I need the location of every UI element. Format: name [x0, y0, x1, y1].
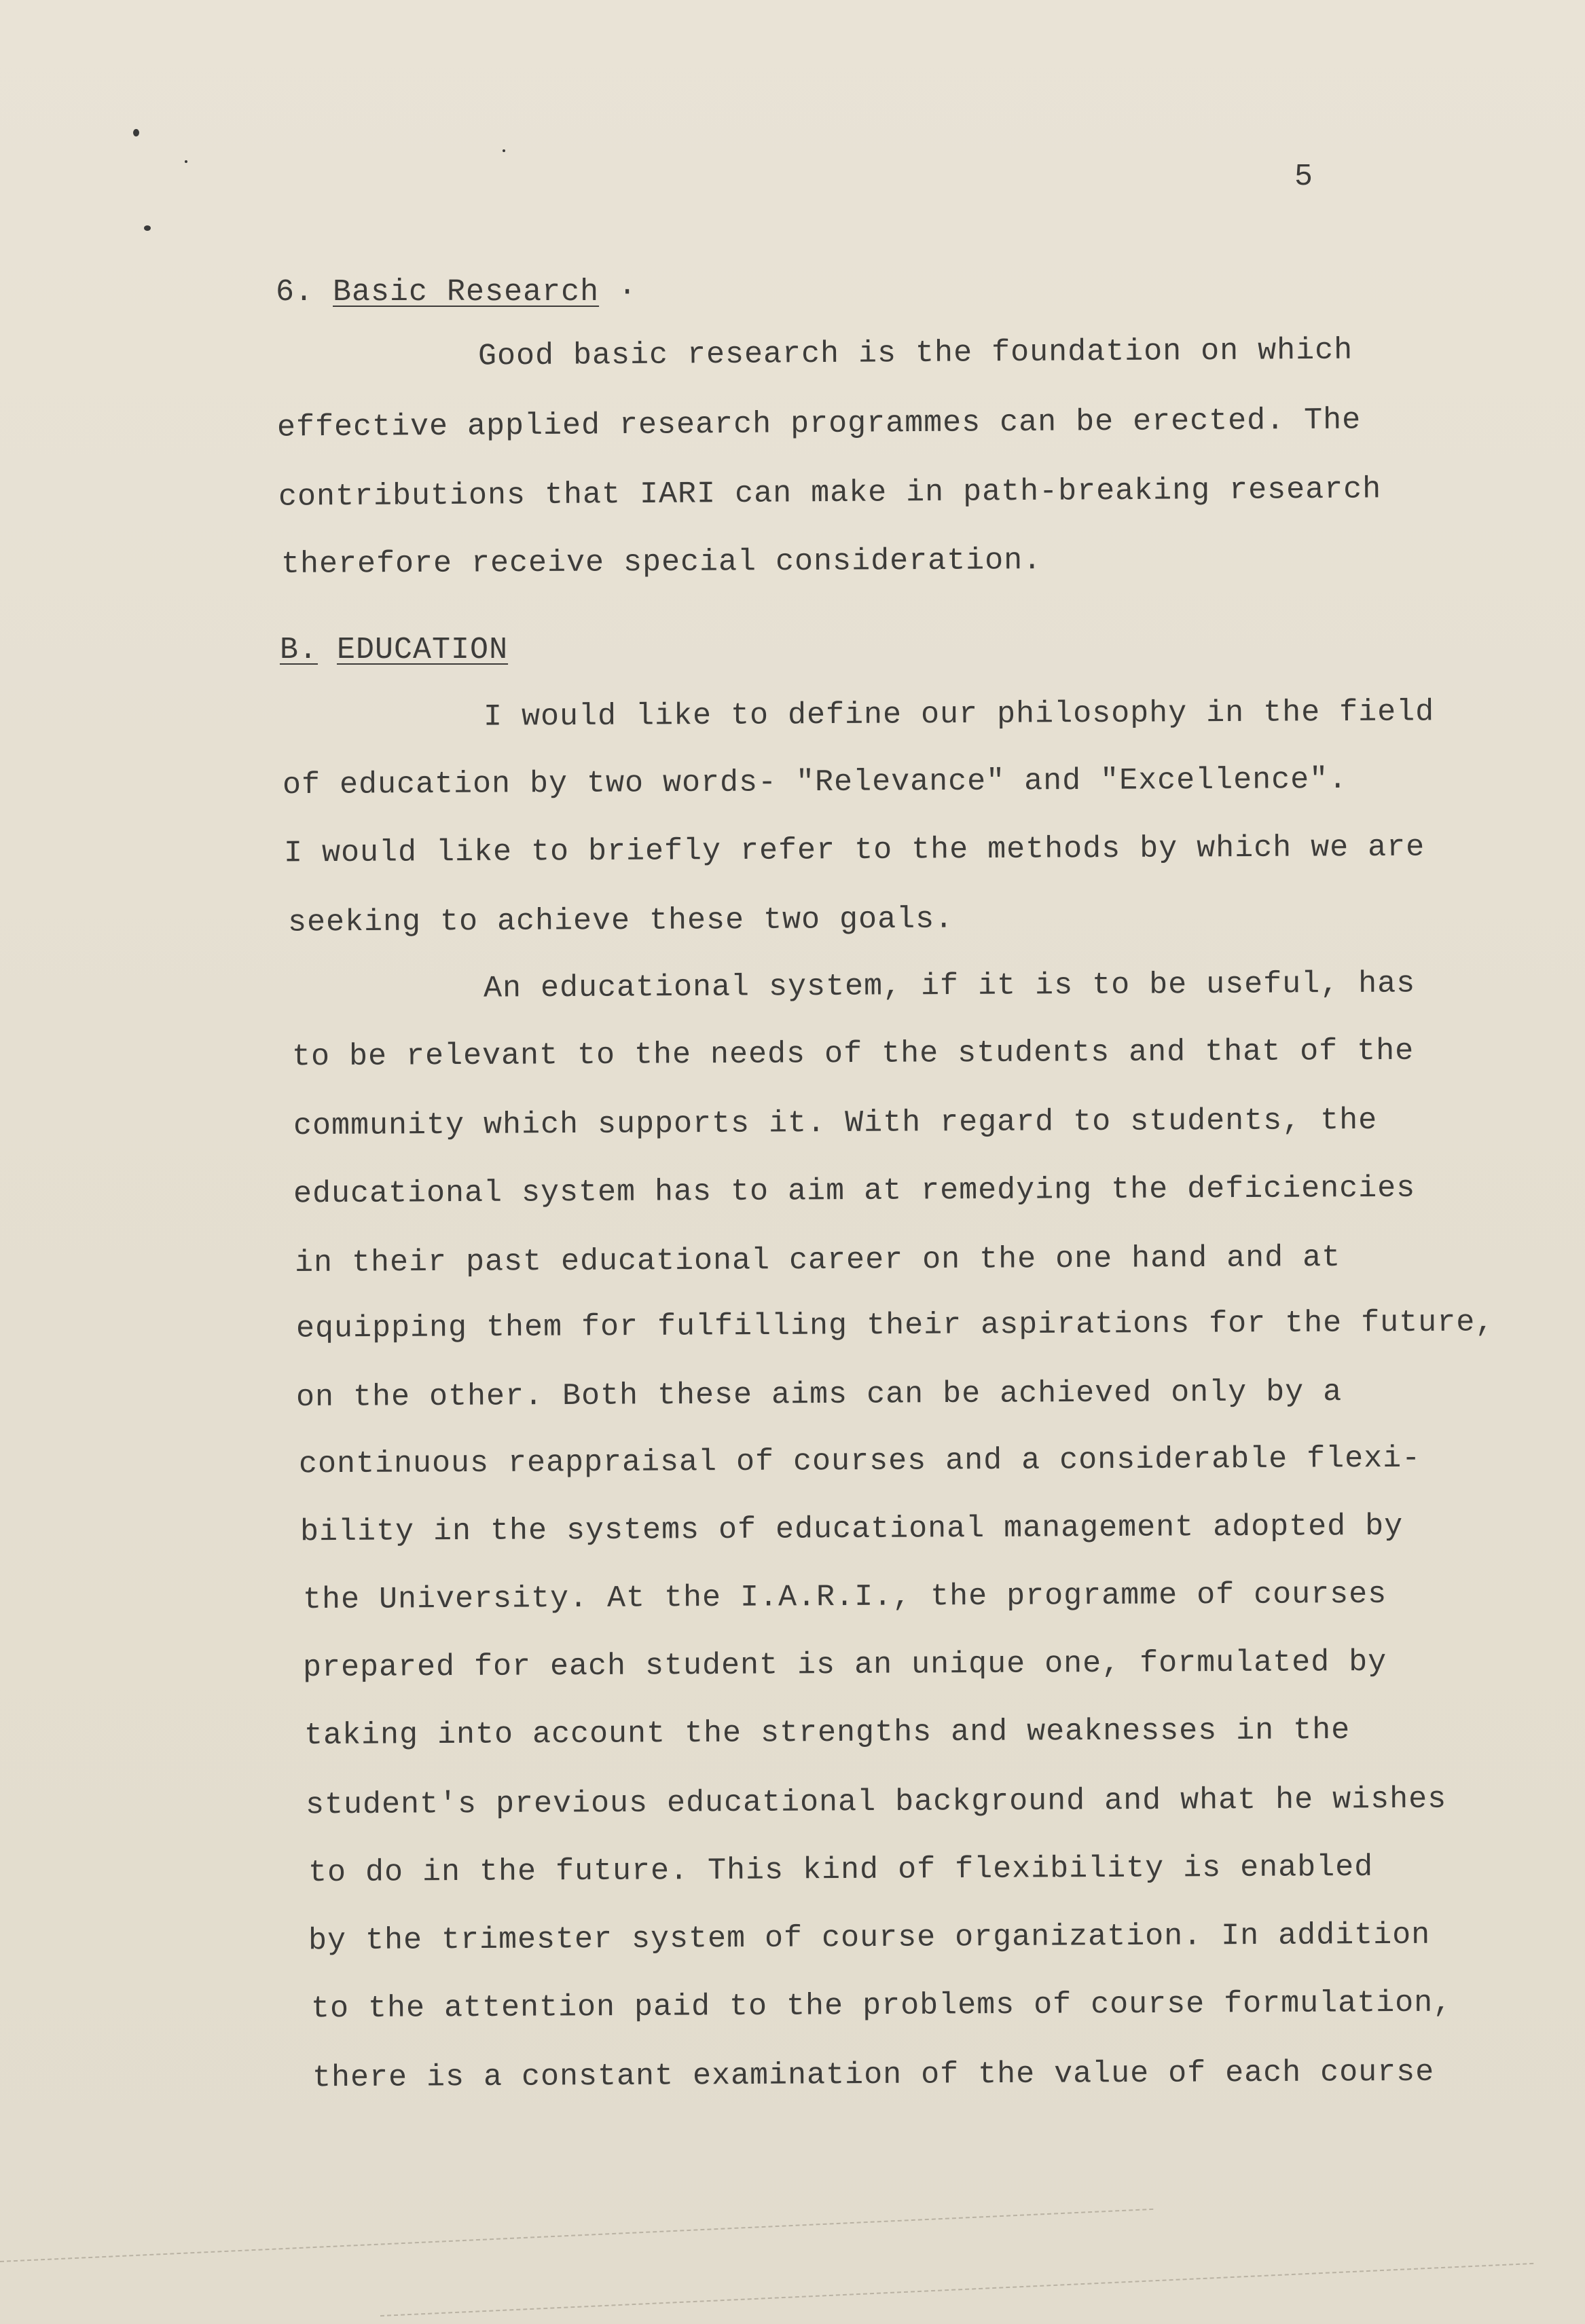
paragraph-line: to do in the future. This kind of flexibility is enabled — [308, 1849, 1374, 1891]
paragraph-line: bility in the systems of educational management adopted by — [299, 1509, 1404, 1550]
paragraph-line: prepared for each student is an unique one, formulated by — [302, 1644, 1387, 1686]
section-title: EDUCATION — [337, 633, 509, 667]
section-heading-basic-research — [276, 277, 637, 308]
paragraph-line: continuous reappraisal of courses and a considerable flexi- — [298, 1441, 1421, 1482]
paper-speck — [185, 160, 187, 163]
section-heading-education — [280, 635, 508, 665]
paper-speck — [133, 129, 139, 136]
section-trailer: · — [618, 275, 638, 310]
paragraph-line: the University. At the I.A.R.I., the programme of courses — [302, 1576, 1387, 1618]
paragraph-line: to be relevant to the needs of the students and that of the — [291, 1033, 1415, 1075]
paragraph-line: I would like to briefly refer to the methods by which we are — [283, 830, 1425, 871]
paragraph-line: contributions that IARI can make in path-breaking research — [278, 472, 1382, 515]
paper-crease — [0, 2209, 1153, 2262]
page-number: 5 — [1294, 160, 1314, 194]
section-title: Basic Research — [333, 275, 600, 310]
paragraph-line: I would like to define our philosophy in the field — [483, 695, 1435, 735]
paragraph-line: student's previous educational background and what he wishes — [305, 1782, 1447, 1823]
paragraph-line: An educational system, if it is to be useful, has — [483, 966, 1416, 1006]
section-number: B. — [280, 633, 318, 667]
paragraph-line: effective applied research programmes can be erected. The — [276, 403, 1362, 445]
paragraph-line: community which supports it. With regard to students, the — [293, 1103, 1378, 1144]
paragraph-line: on the other. Both these aims can be achieved only by a — [295, 1374, 1343, 1416]
paragraph-line: in their past educational career on the one hand and at — [294, 1240, 1341, 1281]
paper-speck — [144, 225, 151, 231]
paragraph-line: of education by two words- "Relevance" and "Excellence". — [282, 762, 1348, 803]
paragraph-line: there is a constant examination of the value of each course — [312, 2054, 1435, 2096]
paper-speck — [503, 149, 505, 152]
paper-crease — [380, 2263, 1533, 2317]
section-number: 6. — [276, 275, 314, 310]
paragraph-line: to the attention paid to the problems of course formulation, — [310, 1985, 1453, 2027]
paragraph-line: Good basic research is the foundation on which — [477, 333, 1353, 374]
paragraph-line: educational system has to aim at remedying the deficiencies — [293, 1170, 1416, 1212]
paragraph-line: seeking to achieve these two goals. — [287, 902, 954, 940]
paragraph-line: by the trimester system of course organization. In addition — [308, 1917, 1431, 1959]
paragraph-line: equipping them for fulfilling their aspirations for the future, — [295, 1305, 1495, 1346]
paragraph-line: taking into account the strengths and weaknesses in the — [304, 1712, 1351, 1754]
paragraph-line: therefore receive special consideration. — [280, 543, 1042, 582]
